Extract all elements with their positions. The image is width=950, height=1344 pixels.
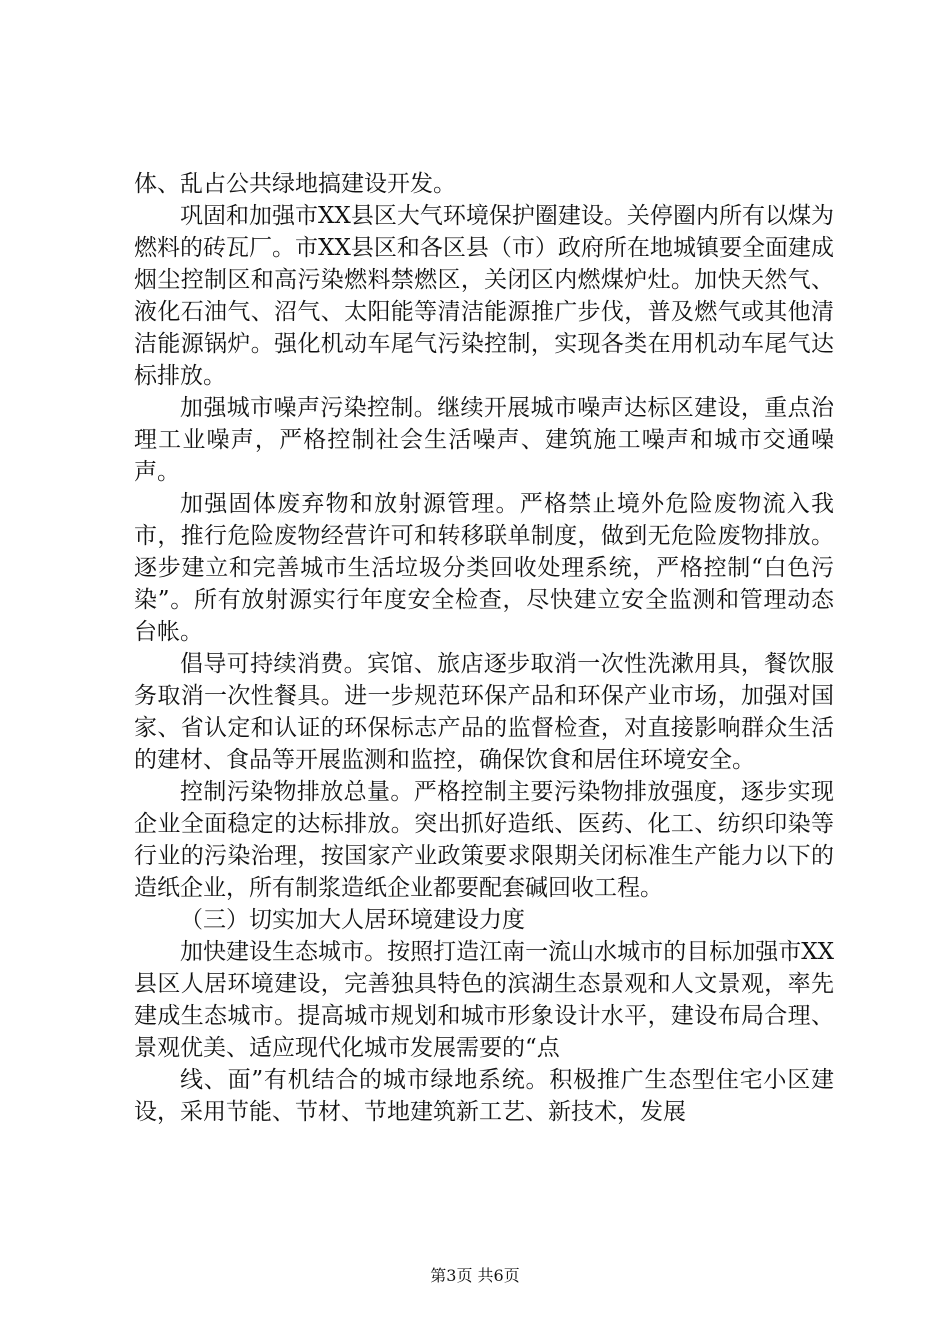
paragraph-4: 加强固体废弃物和放射源管理。严格禁止境外危险废物流入我市，推行危险废物经营许可和转移联单制度，做到无危险废物排放。逐步建立和完善城市生活垃圾分类回收处理系统，严格控制“白色污染”。所有放射源实行年度安全检查，尽快建立安全监测和管理动态台帐。 [134, 491, 834, 645]
document-body [134, 168, 834, 1128]
paragraph-1: 体、乱占公共绿地搞建设开发。 [134, 171, 456, 197]
page-footer: 第3页 共6页 [430, 1266, 520, 1285]
section-heading: （三）切实加大人居环境建设力度 [180, 907, 525, 933]
paragraph-7: 加快建设生态城市。按照打造江南一流山水城市的目标加强市XX县区人居环境建设，完善独具特色的滨湖生态景观和人文景观，率先建成生态城市。提高城市规划和城市形象设计水平，建设布局合理、景观优美、适应现代化城市发展需要的“点 [134, 939, 834, 1061]
paragraph-8: 线、面”有机结合的城市绿地系统。积极推广生态型住宅小区建设，采用节能、节材、节地建筑新工艺、新技术，发展 [134, 1067, 834, 1125]
paragraph-6: 控制污染物排放总量。严格控制主要污染物排放强度，逐步实现企业全面稳定的达标排放。突出抓好造纸、医药、化工、纺织印染等行业的污染治理，按国家产业政策要求限期关闭标准生产能力以下的造纸企业，所有制浆造纸企业都要配套碱回收工程。 [134, 779, 834, 901]
paragraph-5: 倡导可持续消费。宾馆、旅店逐步取消一次性洗漱用具，餐饮服务取消一次性餐具。进一步规范环保产品和环保产业市场，加强对国家、省认定和认证的环保标志产品的监督检查，对直接影响群众生活的建材、食品等开展监测和监控，确保饮食和居住环境安全。 [134, 651, 834, 773]
paragraph-2: 巩固和加强市XX县区大气环境保护圈建设。关停圈内所有以煤为燃料的砖瓦厂。市XX县区和各区县（市）政府所在地城镇要全面建成烟尘控制区和高污染燃料禁燃区，关闭区内燃煤炉灶。加快天然气、液化石油气、沼气、太阳能等清洁能源推广步伐，普及燃气或其他清洁能源锅炉。强化机动车尾气污染控制，实现各类在用机动车尾气达标排放。 [134, 203, 834, 389]
paragraph-3: 加强城市噪声污染控制。继续开展城市噪声达标区建设，重点治理工业噪声，严格控制社会生活噪声、建筑施工噪声和城市交通噪声。 [134, 395, 834, 485]
